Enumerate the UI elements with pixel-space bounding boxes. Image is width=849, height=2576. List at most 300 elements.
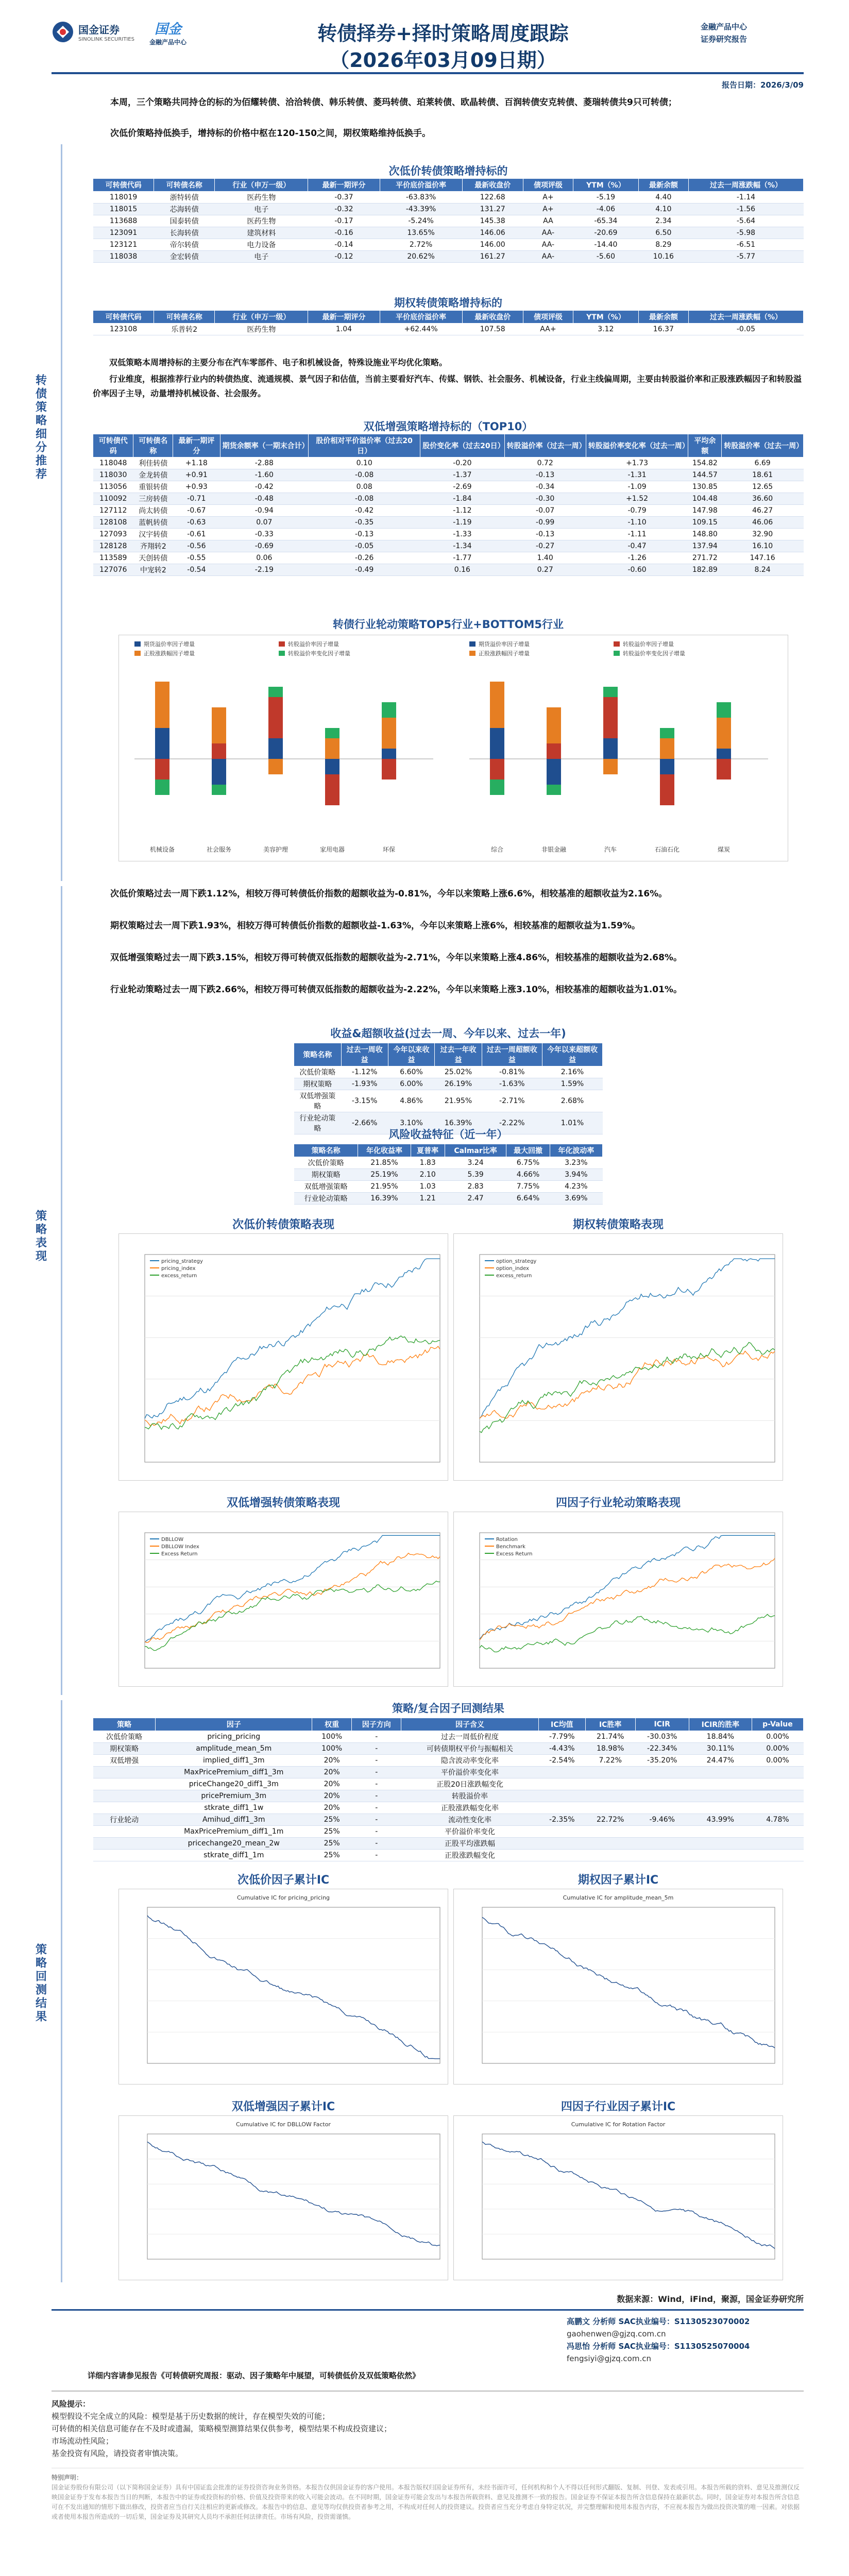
column-header: 可转债代码 bbox=[93, 179, 154, 192]
table-cell: 3.69% bbox=[550, 1193, 602, 1205]
column-header: 平均余额 bbox=[688, 434, 722, 457]
ic-inner-title: Cumulative IC for amplitude_mean_5m bbox=[563, 1894, 674, 1901]
table-cell: -1.09 bbox=[586, 481, 688, 493]
legend-swatch bbox=[469, 651, 476, 656]
bar bbox=[268, 738, 283, 759]
table-cell: 25% bbox=[312, 1814, 352, 1826]
ic-chart-3-title: 双低增强因子累计IC bbox=[231, 2100, 335, 2113]
table-cell: A+ bbox=[523, 192, 573, 204]
table-cell: +0.91 bbox=[173, 469, 220, 481]
table-cell: - bbox=[352, 1767, 401, 1778]
table-cell: 21.74% bbox=[585, 1731, 635, 1743]
table-cell: -2.71% bbox=[482, 1090, 542, 1112]
table-cell: 0.00% bbox=[752, 1731, 803, 1743]
bar bbox=[490, 728, 504, 759]
table-row bbox=[93, 192, 804, 204]
column-header: 因子含义 bbox=[401, 1718, 538, 1731]
table-cell: stkrate_diff1_1w bbox=[156, 1802, 312, 1814]
bar bbox=[212, 785, 226, 795]
table-row bbox=[93, 469, 804, 481]
table-row bbox=[294, 1066, 603, 1078]
strong-note-1: 双低策略本周增持标的主要分布在汽车零部件、电子和机械设备，特殊设施业平均优化策略。 bbox=[109, 358, 448, 367]
table-cell: 161.27 bbox=[462, 251, 523, 263]
table-cell: -0.71 bbox=[173, 493, 220, 505]
table-cell: 109.15 bbox=[688, 517, 722, 529]
table-cell: -0.08 bbox=[309, 469, 420, 481]
column-header: Calmar比率 bbox=[445, 1144, 506, 1157]
table-cell: 次低价策略 bbox=[93, 1731, 156, 1743]
bar bbox=[268, 687, 283, 697]
table-cell: 医药生物 bbox=[215, 192, 308, 204]
table-cell: 流动性变化率 bbox=[401, 1814, 538, 1826]
table-cell: -2.69 bbox=[420, 481, 504, 493]
table-cell bbox=[752, 1802, 803, 1814]
column-header: 因子 bbox=[156, 1718, 312, 1731]
table-cell: -0.13 bbox=[309, 529, 420, 540]
bar bbox=[490, 682, 504, 728]
table-cell bbox=[689, 1790, 752, 1802]
table-cell: -1.12 bbox=[420, 505, 504, 517]
table-cell: 4.78% bbox=[752, 1814, 803, 1826]
table-cell: 0.10 bbox=[309, 457, 420, 469]
logo-sinolink bbox=[52, 21, 134, 43]
legend-label: pricing_index bbox=[161, 1266, 196, 1272]
table-cell: -0.42 bbox=[309, 505, 420, 517]
table-cell: -0.27 bbox=[504, 540, 586, 552]
table-cell: -0.14 bbox=[308, 239, 380, 251]
bar bbox=[547, 785, 561, 795]
table-cell: 182.89 bbox=[688, 564, 722, 576]
table-cell: 20% bbox=[312, 1802, 352, 1814]
ic-chart-2 bbox=[453, 1889, 783, 2084]
table-row bbox=[93, 324, 804, 335]
category-label: 汽车 bbox=[604, 846, 617, 853]
table-cell: -1.56 bbox=[688, 204, 803, 215]
table-cell: - bbox=[352, 1731, 401, 1743]
table-cell: 4.66% bbox=[506, 1169, 550, 1181]
bar bbox=[155, 759, 169, 779]
table-cell: 医药生物 bbox=[215, 324, 308, 335]
table-cell: 平价溢价率变化 bbox=[401, 1826, 538, 1838]
table-cell: 144.57 bbox=[688, 469, 722, 481]
column-header: 因子方向 bbox=[352, 1718, 401, 1731]
column-header: 平价底价溢价率 bbox=[380, 311, 462, 324]
risk-line-2: 可转债的相关信息可能存在不及时或遗漏，策略模型测算结果仅供参考，模型结果不构成投资建议； bbox=[52, 2424, 392, 2433]
legend-label: Benchmark bbox=[496, 1544, 525, 1550]
analyst-2-mail[interactable]: fengsiyi@gjzq.com.cn bbox=[567, 2354, 651, 2363]
table-cell: 123108 bbox=[93, 324, 154, 335]
table-cell: -63.83% bbox=[380, 192, 462, 204]
series-line bbox=[145, 1336, 440, 1430]
table-cell: 20% bbox=[312, 1767, 352, 1778]
column-header: 夏普率 bbox=[411, 1144, 445, 1157]
logo-left-text: 国金证券 bbox=[78, 24, 120, 36]
ic-inner-title: Cumulative IC for DBLLOW Factor bbox=[236, 2121, 331, 2128]
table-cell: -30.03% bbox=[635, 1731, 689, 1743]
table-cell: 3.23% bbox=[550, 1157, 602, 1169]
ic-chart-1 bbox=[118, 1889, 448, 2084]
legend-swatch bbox=[279, 641, 285, 647]
table-cell: 147.98 bbox=[688, 505, 722, 517]
table-cell bbox=[538, 1790, 585, 1802]
table-cell: 113589 bbox=[93, 552, 133, 564]
risk-section bbox=[52, 2398, 804, 2460]
table-cell: 148.80 bbox=[688, 529, 722, 540]
risk-divider bbox=[52, 2391, 804, 2392]
table-cell: 25% bbox=[312, 1838, 352, 1850]
bar bbox=[660, 728, 674, 738]
table-cell: implied_diff1_3m bbox=[156, 1755, 312, 1767]
ic-inner-title: Cumulative IC for pricing_pricing bbox=[236, 1894, 330, 1901]
table-cell: 43.99% bbox=[689, 1814, 752, 1826]
column-header: IC胜率 bbox=[585, 1718, 635, 1731]
table-cell: 123091 bbox=[93, 227, 154, 239]
table-cell: 芯海转债 bbox=[154, 204, 215, 215]
category-label: 社会服务 bbox=[206, 846, 232, 853]
table-cell: -5.77 bbox=[688, 251, 803, 263]
legend-swatch bbox=[279, 651, 285, 656]
ic-chart-4 bbox=[453, 2115, 783, 2280]
legend-label: 转股溢价率变化因子增量 bbox=[623, 650, 685, 657]
table-cell: 1.04 bbox=[308, 324, 380, 335]
legend-label: 转股溢价率因子增量 bbox=[288, 641, 339, 648]
table-cell: 7.75% bbox=[506, 1181, 550, 1193]
column-header: 可转债名称 bbox=[154, 311, 215, 324]
table-cell: 医药生物 bbox=[215, 215, 308, 227]
table-row bbox=[294, 1181, 603, 1193]
table-cell: 25.02% bbox=[435, 1066, 482, 1078]
ic-chart-1-title: 次低价因子累计IC bbox=[237, 1874, 330, 1887]
table-cell: 0.07 bbox=[220, 517, 309, 529]
legend-label: 期货溢价率因子增量 bbox=[479, 641, 530, 648]
table-cell bbox=[689, 1838, 752, 1850]
table-cell: 118019 bbox=[93, 192, 154, 204]
table-cell: -2.66% bbox=[341, 1112, 388, 1134]
table-cell bbox=[752, 1838, 803, 1850]
table-cell: 25.19% bbox=[358, 1169, 411, 1181]
table-cell: - bbox=[352, 1826, 401, 1838]
table-row bbox=[93, 1778, 804, 1790]
table-cell: -0.37 bbox=[308, 192, 380, 204]
table-cell: 1.03 bbox=[411, 1181, 445, 1193]
table-cell: -0.42 bbox=[220, 481, 309, 493]
table-cell: -2.19 bbox=[220, 564, 309, 576]
table-cell: 16.37 bbox=[638, 324, 688, 335]
table-cell: -5.19 bbox=[573, 192, 639, 204]
header-divider bbox=[52, 72, 804, 74]
table-row bbox=[93, 505, 804, 517]
column-header: 转股溢价率变化率（过去一周） bbox=[586, 434, 688, 457]
table-cell: 127112 bbox=[93, 505, 133, 517]
risk-line-1: 模型假设不完全成立的风险：模型是基于历史数据的统计，存在模型失效的可能； bbox=[52, 2412, 330, 2421]
table-cell bbox=[689, 1767, 752, 1778]
table-cell: +1.73 bbox=[586, 457, 688, 469]
legend-label: 转股溢价率因子增量 bbox=[623, 641, 674, 648]
table-cell: -0.33 bbox=[220, 529, 309, 540]
table-cell: 154.82 bbox=[688, 457, 722, 469]
table-cell: - bbox=[352, 1850, 401, 1861]
table-row bbox=[294, 1078, 603, 1090]
table-row bbox=[294, 1169, 603, 1181]
table-cell: -2.54% bbox=[538, 1755, 585, 1767]
table-cell bbox=[93, 1790, 156, 1802]
header-type: 证券研究报告 bbox=[701, 35, 748, 44]
disclaimer bbox=[52, 2473, 804, 2522]
table-cell: -1.14 bbox=[688, 192, 803, 204]
analyst-1: 高鹏文 分析师 SAC执业编号：S1130523070002 bbox=[567, 2317, 750, 2326]
table-cell: 110092 bbox=[93, 493, 133, 505]
table-cell: 重银转债 bbox=[133, 481, 173, 493]
perf-chart-2 bbox=[453, 1233, 783, 1481]
logo-product bbox=[149, 19, 186, 46]
risk-line-3: 市场流动性风险； bbox=[52, 2436, 114, 2446]
table-cell: -0.12 bbox=[308, 251, 380, 263]
table-cell: -22.34% bbox=[635, 1743, 689, 1755]
analyst-1-mail[interactable]: gaohenwen@gjzq.com.cn bbox=[567, 2329, 666, 2338]
ic-chart-3 bbox=[118, 2115, 448, 2280]
column-header: YTM（%） bbox=[573, 311, 639, 324]
bar bbox=[603, 738, 618, 759]
table-cell bbox=[635, 1778, 689, 1790]
table-cell: -1.93% bbox=[341, 1078, 388, 1090]
table-row bbox=[93, 215, 804, 227]
table-row bbox=[93, 1826, 804, 1838]
table-cell: 蓝帆转债 bbox=[133, 517, 173, 529]
bar bbox=[212, 743, 226, 759]
table-cell: 127076 bbox=[93, 564, 133, 576]
table-cell: 1.83 bbox=[411, 1157, 445, 1169]
table-cell: amplitude_mean_5m bbox=[156, 1743, 312, 1755]
table-cell: +1.52 bbox=[586, 493, 688, 505]
table-cell: 1.21 bbox=[411, 1193, 445, 1205]
bar bbox=[660, 738, 674, 759]
perf-chart-3-title: 双低增强转债策略表现 bbox=[226, 1497, 340, 1510]
table-cell: 6.60% bbox=[388, 1066, 435, 1078]
table-cell bbox=[93, 1778, 156, 1790]
table-cell: 电子 bbox=[215, 204, 308, 215]
table-row bbox=[93, 529, 804, 540]
table-cell: -0.99 bbox=[504, 517, 586, 529]
column-header: 策略 bbox=[93, 1718, 156, 1731]
legend-label: 正股涨跌幅因子增量 bbox=[144, 650, 195, 657]
table-row bbox=[93, 481, 804, 493]
column-header: 最新收盘价 bbox=[462, 179, 523, 192]
table-cell: AA- bbox=[523, 227, 573, 239]
table-cell: 2.68% bbox=[542, 1090, 602, 1112]
table-cell: -1.60 bbox=[220, 469, 309, 481]
intro-paragraph-2: 次低价策略持低换手，增持标的价格中枢在120-150之间，期权策略维持低换手。 bbox=[110, 128, 431, 139]
table-cell bbox=[585, 1826, 635, 1838]
table-row bbox=[93, 517, 804, 529]
table-cell: 建筑材料 bbox=[215, 227, 308, 239]
table-cell: -5.60 bbox=[573, 251, 639, 263]
option-table bbox=[93, 310, 804, 335]
detail-note: 详细内容请参见报告《可转债研究周报：驱动、因子策略年中展望，可转债低价及双低策略依然》 bbox=[88, 2371, 420, 2380]
series-line bbox=[480, 1351, 775, 1419]
legend-label: 转股溢价率变化因子增量 bbox=[288, 650, 350, 657]
table-cell: -0.08 bbox=[309, 493, 420, 505]
table-cell: 113056 bbox=[93, 481, 133, 493]
table-cell: 国泰转债 bbox=[154, 215, 215, 227]
header-dept: 金融产品中心 bbox=[701, 22, 748, 31]
table-cell: 16.39% bbox=[358, 1193, 411, 1205]
table-cell: 128128 bbox=[93, 540, 133, 552]
table-cell: 113688 bbox=[93, 215, 154, 227]
table-cell: -0.32 bbox=[308, 204, 380, 215]
column-header: 期货余额率（一期末合计） bbox=[220, 434, 309, 457]
table-cell: 8.29 bbox=[638, 239, 688, 251]
table-cell: -5.24% bbox=[380, 215, 462, 227]
table-cell: 5.39 bbox=[445, 1169, 506, 1181]
table-cell: 18.84% bbox=[689, 1731, 752, 1743]
column-header: 最新一期评分 bbox=[173, 434, 220, 457]
table-cell: 100% bbox=[312, 1731, 352, 1743]
table-cell: 24.47% bbox=[689, 1755, 752, 1767]
column-header: 年化波动率 bbox=[550, 1144, 602, 1157]
table-cell: 4.10 bbox=[638, 204, 688, 215]
table-cell: -1.33 bbox=[420, 529, 504, 540]
column-header: 债项评级 bbox=[523, 179, 573, 192]
table-cell: - bbox=[352, 1802, 401, 1814]
table-cell bbox=[752, 1826, 803, 1838]
column-header: 转股溢价率（过去一周） bbox=[722, 434, 804, 457]
table-cell: 20% bbox=[312, 1790, 352, 1802]
table-cell: 1.01% bbox=[542, 1112, 602, 1134]
legend-swatch bbox=[469, 641, 476, 647]
table-cell: - bbox=[352, 1790, 401, 1802]
table-cell bbox=[635, 1838, 689, 1850]
table-cell: -1.84 bbox=[420, 493, 504, 505]
table-cell: 次低价策略 bbox=[294, 1157, 358, 1169]
series-line bbox=[480, 1558, 775, 1640]
table-cell: 104.48 bbox=[688, 493, 722, 505]
footer-divider bbox=[52, 2309, 804, 2311]
column-header: 最新收盘价 bbox=[462, 311, 523, 324]
risk-line-4: 基金投资有风险，请投资者审慎决策。 bbox=[52, 2449, 183, 2458]
perf-chart-4-title: 四因子行业轮动策略表现 bbox=[555, 1497, 681, 1510]
bar bbox=[490, 759, 504, 779]
column-header: IC均值 bbox=[538, 1718, 585, 1731]
column-header: 最新一期评分 bbox=[308, 311, 380, 324]
sidebar-performance: 策略表现 bbox=[33, 1210, 47, 1263]
table-cell: 46.06 bbox=[722, 517, 804, 529]
table-cell bbox=[538, 1767, 585, 1778]
table-cell: 天创转债 bbox=[133, 552, 173, 564]
table-row bbox=[93, 227, 804, 239]
logo-right-text: 国金 bbox=[155, 22, 182, 37]
legend-label: excess_return bbox=[496, 1273, 532, 1279]
table-cell: 20% bbox=[312, 1755, 352, 1767]
table-cell bbox=[538, 1778, 585, 1790]
table-cell: 4.23% bbox=[550, 1181, 602, 1193]
section-divider-1 bbox=[61, 144, 62, 881]
table-cell: -20.69 bbox=[573, 227, 639, 239]
bar bbox=[660, 774, 674, 805]
bar bbox=[325, 759, 339, 774]
logo-left-sub: SINOLINK SECURITIES bbox=[78, 37, 134, 42]
table-cell: -4.43% bbox=[538, 1743, 585, 1755]
category-label: 非银金融 bbox=[541, 846, 567, 853]
table-cell: -0.79 bbox=[586, 505, 688, 517]
legend-label: Rotation bbox=[496, 1537, 518, 1543]
analyst-2: 冯思怡 分析师 SAC执业编号：S1130525070004 bbox=[567, 2342, 750, 2351]
table-cell bbox=[585, 1850, 635, 1861]
table-cell: 13.65% bbox=[380, 227, 462, 239]
table-cell: 146.00 bbox=[462, 239, 523, 251]
table-cell: 6.75% bbox=[506, 1157, 550, 1169]
table-cell: AA- bbox=[523, 251, 573, 263]
table-cell: 中宠转2 bbox=[133, 564, 173, 576]
table-cell: -2.35% bbox=[538, 1814, 585, 1826]
table-row bbox=[93, 1755, 804, 1767]
table-cell: 0.08 bbox=[309, 481, 420, 493]
table-cell: 尚太转债 bbox=[133, 505, 173, 517]
table-cell bbox=[752, 1778, 803, 1790]
bar bbox=[155, 682, 169, 728]
table-cell: 18.61 bbox=[722, 469, 804, 481]
category-label: 机械设备 bbox=[149, 846, 175, 853]
table-cell: -1.10 bbox=[586, 517, 688, 529]
table-cell: AA bbox=[523, 215, 573, 227]
table-cell: pricechange20_mean_2w bbox=[156, 1838, 312, 1850]
table-cell: -0.34 bbox=[504, 481, 586, 493]
table-cell: AA+ bbox=[523, 324, 573, 335]
series-line bbox=[480, 1614, 775, 1652]
table-row bbox=[93, 251, 804, 263]
table-cell: -3.15% bbox=[341, 1090, 388, 1112]
table-cell: 过去一周低价程度 bbox=[401, 1731, 538, 1743]
legend-label: pricing_strategy bbox=[161, 1259, 203, 1264]
table-cell: 0.00% bbox=[752, 1743, 803, 1755]
table-cell: -0.16 bbox=[308, 227, 380, 239]
table-cell: A+ bbox=[523, 204, 573, 215]
table-row bbox=[93, 204, 804, 215]
table-cell: AA- bbox=[523, 239, 573, 251]
perf-chart-1-title: 次低价转债策略表现 bbox=[232, 1218, 334, 1231]
table-cell bbox=[538, 1838, 585, 1850]
table-cell: 期权策略 bbox=[93, 1743, 156, 1755]
table-cell: 7.22% bbox=[585, 1755, 635, 1767]
table-cell: Amihud_diff1_3m bbox=[156, 1814, 312, 1826]
column-header: 可转债代码 bbox=[93, 434, 133, 457]
column-header: 行业（申万一级） bbox=[215, 179, 308, 192]
ic-chart-4-title: 四因子行业因子累计IC bbox=[561, 2100, 676, 2113]
table-cell: 131.27 bbox=[462, 204, 523, 215]
table-cell: -2.88 bbox=[220, 457, 309, 469]
legend-label: 期货溢价率因子增量 bbox=[144, 641, 195, 648]
table-cell: 0.16 bbox=[420, 564, 504, 576]
table-cell: -0.63 bbox=[173, 517, 220, 529]
table-cell: 21.95% bbox=[358, 1181, 411, 1193]
lowprice-table bbox=[93, 178, 804, 263]
table-cell: 双低增强 bbox=[93, 1755, 156, 1767]
disclaimer-title: 特别声明： bbox=[52, 2474, 83, 2481]
table-cell: 金宏转债 bbox=[154, 251, 215, 263]
perf-chart-3 bbox=[118, 1512, 448, 1687]
perf-text-1: 次低价策略过去一周下跌1.12%，相较万得可转债低价指数的超额收益为-0.81%，今年以来策略上涨6.6%，相较基准的超额收益为2.16%。 bbox=[110, 889, 668, 899]
column-header: 策略名称 bbox=[294, 1043, 342, 1066]
ic-line bbox=[147, 1916, 440, 2059]
table-cell: 123121 bbox=[93, 239, 154, 251]
table-cell: -2.22% bbox=[482, 1112, 542, 1134]
table-cell: pricing_pricing bbox=[156, 1731, 312, 1743]
legend-label: Excess Return bbox=[496, 1551, 533, 1557]
table-cell: 2.83 bbox=[445, 1181, 506, 1193]
table-cell: -5.64 bbox=[688, 215, 803, 227]
category-label: 美容护理 bbox=[263, 846, 288, 853]
table-cell: 浙特转债 bbox=[154, 192, 215, 204]
column-header: 过去一周超额收益 bbox=[482, 1043, 542, 1066]
